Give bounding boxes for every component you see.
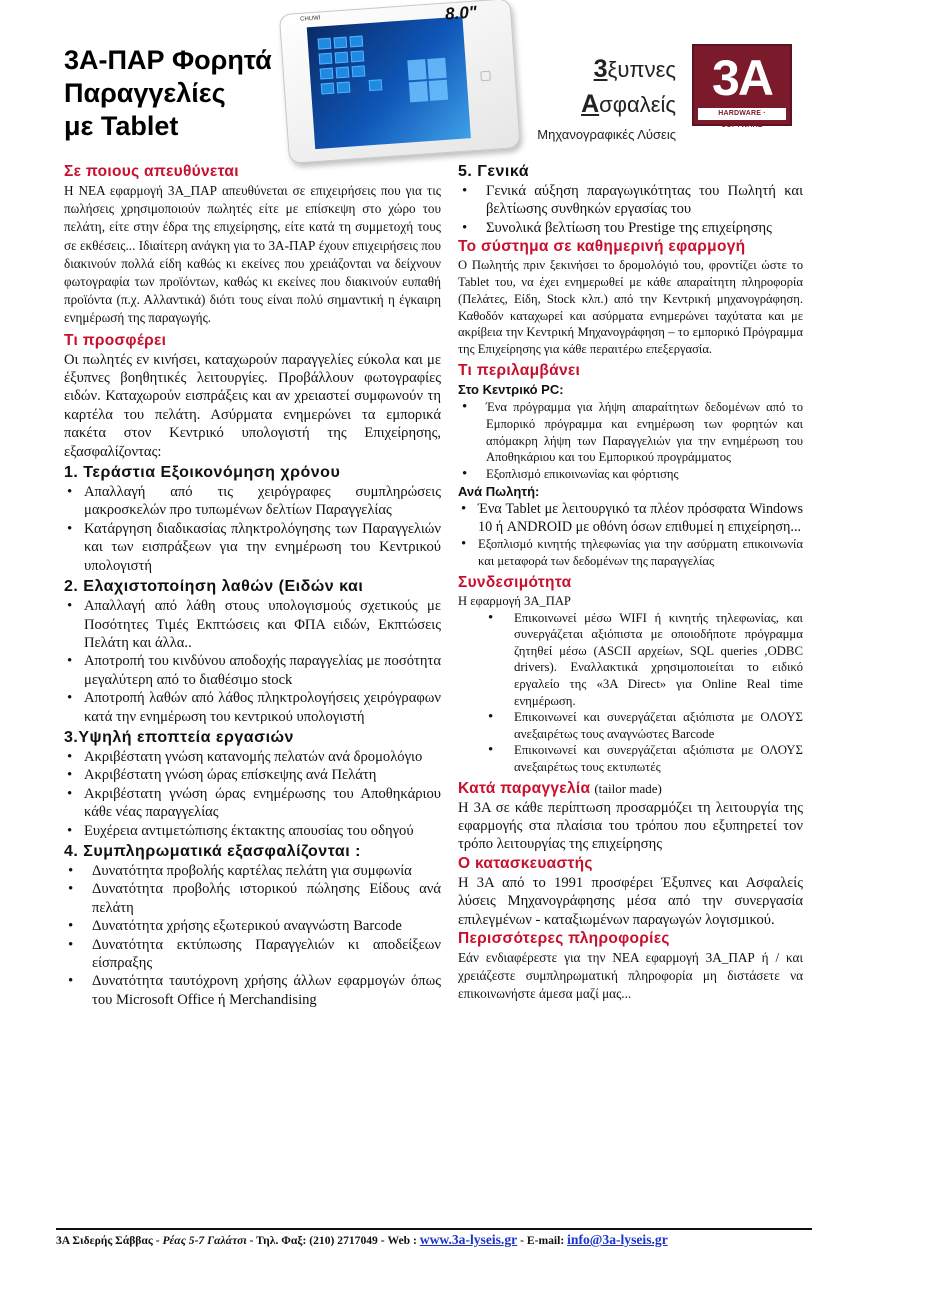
list-item: • Αποτροπή του κινδύνου αποδοχής παραγγελίας με ποσότητα μεγαλύτερη από το διαθέσιμο stock	[64, 652, 441, 689]
start-tile-icon	[319, 53, 333, 65]
tagline-line-2	[490, 87, 676, 122]
start-tile-icon	[351, 50, 365, 62]
start-tile-icon	[349, 35, 363, 47]
start-tile-icon	[335, 52, 349, 64]
tablet-image	[279, 0, 521, 172]
tablet-size-label: 8.0"	[444, 2, 478, 24]
error-reduction-list	[64, 597, 441, 726]
daily-use-text: Ο Πωλητής πριν ξεκινήσει το δρομολόγιό του, φροντίζει ώστε το Tablet του, να έχει ενημερωθεί με κάθε απαραίτητη πληροφορία (Πελάτες, Είδη, Stock κλπ.) από την Κεντρική μηχανογράφηση. Καθοδόν καταχωρεί και ασύρματα ενημερώνει ταχύτατα και με ακρίβεια την Κεντρική Μηχανογράφηση – το εμπορικό Πρόγραμμα της Επιχείρησης για κάθε περαιτέρω επεξεργασία.	[458, 258, 803, 357]
connectivity-intro: Η εφαρμογή 3Α_ΠΑΡ	[458, 593, 571, 608]
list-item: • Δυνατότητα ταυτόχρονη χρήσης άλλων εφαρμογών όπως του Microsoft Office ή Merchandising	[64, 972, 441, 1009]
footer-email-label: E-mail:	[526, 1234, 565, 1247]
footer-phone-label: Τηλ. Φαξ:	[256, 1234, 307, 1247]
list-item: • Απαλλαγή από λάθη στους υπολογισμούς σχετικούς με Ποσότητες Τιμές Εκπτώσεις και ΦΠΑ ειδών, Εκπτώσεις Πελάτη και άλλα..	[64, 597, 441, 652]
page-title	[64, 44, 314, 143]
tablet-frame	[279, 0, 521, 164]
section-heading-includes: Τι περιλαμβάνει	[458, 362, 581, 379]
start-tile-icon	[318, 38, 332, 50]
list-item: • Δυνατότητα χρήσης εξωτερικού αναγνώστη Barcode	[64, 917, 441, 935]
per-seller-list	[458, 501, 803, 570]
maker-text: Η 3Α από το 1991 προσφέρει Έξυπνες και Ασφαλείς λύσεις Μηχανογράφησης μέσα από την συνεργασία επιλεγμένων - καταξιωμένων παραγωγών λογισμικού.	[458, 874, 803, 928]
logo-strip-text: HARDWARE · SOFTWARE	[698, 108, 786, 120]
time-savings-list	[64, 483, 441, 575]
list-item: • Δυνατότητα προβολής καρτέλας πελάτη για συμφωνία	[64, 862, 441, 880]
list-item: • Δυνατότητα εκτύπωσης Παραγγελιών κι αποδείξεων είσπραξης	[64, 936, 441, 973]
custom-text: Η 3Α σε κάθε περίπτωση προσαρμόζει τη λειτουργία της εφαρμογής στα πλαίσια του τρόπου που εξυπηρετεί τον τρόπο λειτουργίας της επιχείρησης	[458, 799, 803, 853]
supervision-list	[64, 748, 441, 840]
footer-divider	[56, 1228, 812, 1230]
list-item: • Εξοπλισμό επικοινωνίας και φόρτισης	[458, 466, 803, 483]
section-heading-daily-use: Το σύστημα σε καθημερινή εφαρμογή	[458, 238, 746, 256]
start-tile-icon	[321, 83, 335, 95]
section-heading-more-info: Περισσότερες πληροφορίες	[458, 929, 670, 947]
more-info-text: Εάν ενδιαφέρεστε για την ΝΕΑ εφαρμογή 3Α_ΠΑΡ ή / και χρειάζεστε συμπληρωματική πληροφορία μη διστάσετε να επικοινωνήστε άμεσα μαζί μας...	[458, 949, 803, 1002]
list-item: • Ένα πρόγραμμα για λήψη απαραίτητων δεδομένων από το Εμπορικό πρόγραμμα και ενημέρωση των φορητών και απόμακρη λήψη των Παραγγελιών για την ενημέρωση του Αποθηκάριου και του Εμπορικού προγράμματος	[458, 399, 803, 466]
page-title-line-1: 3Α-ΠΑΡ Φορητά	[64, 45, 272, 75]
company-logo	[692, 44, 792, 129]
tablet-brand-label: CHUWI	[299, 15, 321, 23]
list-item: • Γενικά αύξηση παραγωγικότητας του Πωλητή και βελτίωσης συνθηκών εργασίας του	[458, 182, 803, 219]
section-heading-maker: Ο κατασκευαστής	[458, 854, 593, 872]
list-item: • Επικοινωνεί και συνεργάζεται αξιόπιστα με ΟΛΟΥΣ ανεξαιρέτως τους εκτυπωτές	[458, 742, 803, 775]
start-tile-icon	[334, 37, 348, 49]
list-item: • Ακριβέστατη γνώση κατανομής πελατών ανά δρομολόγιο	[64, 748, 441, 766]
tagline	[490, 52, 676, 144]
section-heading-audience: Σε ποιους απευθύνεται	[64, 163, 239, 180]
list-item: • Ακριβέστατη γνώση ώρας επίσκεψης ανά Πελάτη	[64, 766, 441, 784]
footer: 3Α Σιδερής Σάββας - Ρέας 5-7 Γαλάτσι - Τηλ. Φαξ: (210) 2717049 - Web : www.3a-lyseis.gr - E-mail: info@3a-lyseis.gr	[56, 1232, 668, 1247]
email-link[interactable]: info@3a-lyseis.gr	[567, 1232, 668, 1247]
list-item: • Ευχέρεια αντιμετώπισης έκτακτης απουσίας του οδηγού	[64, 822, 441, 840]
section-heading-custom	[458, 779, 803, 799]
list-item: • Αποτροπή λαθών από λάθος πληκτρολογήσεις χειρόγραφων κατά την ενημέρωση του κεντρικού υπολογιστή	[64, 689, 441, 726]
website-link[interactable]: www.3a-lyseis.gr	[419, 1232, 518, 1247]
subheading-error-reduction: 2. Ελαχιστοποίηση λαθών (Ειδών και	[64, 578, 364, 596]
central-pc-list	[458, 399, 803, 483]
list-item: • Ακριβέστατη γνώση ώρας ενημέρωσης του Αποθηκάριου κάθε νέας παραγγελίας	[64, 785, 441, 822]
start-tile-icon	[320, 68, 334, 80]
list-item: • Επικοινωνεί και συνεργάζεται αξιόπιστα με ΟΛΟΥΣ ανεξαιρέτως τους αναγνώστες Barcode	[458, 709, 803, 742]
tablet-screen	[307, 16, 471, 149]
tagline-rest-2: σφαλείς	[599, 92, 676, 117]
footer-address: Ρέας 5-7 Γαλάτσι	[162, 1234, 247, 1247]
start-tile-icon	[369, 79, 383, 91]
logo-text: 3A	[712, 50, 772, 106]
start-tile-icon	[336, 67, 350, 79]
list-item: • Συνολικά βελτίωση του Prestige της επιχείρησης	[458, 219, 803, 237]
section-heading-offers: Τι προσφέρει	[64, 331, 167, 349]
start-tile-icon	[352, 65, 366, 77]
page-title-line-3: με Tablet	[64, 111, 179, 141]
section-heading-connectivity: Συνδεσιμότητα	[458, 573, 572, 591]
windows-logo-icon	[407, 58, 450, 105]
page-title-line-2: Παραγγελίες	[64, 78, 226, 108]
subheading-general: 5. Γενικά	[458, 163, 530, 180]
custom-title-note: (tailor made)	[594, 780, 662, 796]
tagline-initial-1: 3	[593, 55, 608, 83]
footer-web-label: Web :	[387, 1234, 417, 1247]
left-column	[64, 162, 441, 1009]
tagline-line-3: Μηχανογραφικές Λύσεις	[537, 127, 676, 142]
list-item: • Κατάργηση διαδικασίας πληκτρολόγησης των Παραγγελιών και των εισπράξεων για την ενημέρωση του Κεντρικού υπολογιστή	[64, 520, 441, 575]
extras-list	[64, 862, 441, 1009]
subheading-supervision: 3.Υψηλή εποπτεία εργασιών	[64, 728, 294, 746]
footer-company: 3Α Σιδερής Σάββας	[56, 1234, 153, 1247]
per-seller-label: Ανά Πωλητή:	[458, 483, 540, 499]
tagline-line-1	[490, 52, 676, 87]
subheading-extras: 4. Συμπληρωματικά εξασφαλίζονται :	[64, 842, 361, 860]
list-item: • Ένα Tablet με λειτουργικό τα πλέον πρόσφατα Windows 10 ή ANDROID με οθόνη όσων επιθυμεί η επιχείρηση...	[458, 501, 803, 536]
central-pc-label: Στο Κεντρικό PC:	[458, 382, 564, 397]
offers-text: Οι πωλητές εν κινήσει, καταχωρούν παραγγελίες εύκολα και με έξυπνες βοηθητικές λειτουργίες. Προβάλλουν φωτογραφίες ειδών. Καταχωρούν εισπράξεις και αν χρειαστεί συμφωνούν τη καρτέλα του πελάτη. Ασύρματα ενημερώνει τα εμπορικά πακέτα στον Κεντρικό υπολογιστή της Επιχείρησης, εξασφαλίζοντας:	[64, 351, 441, 460]
list-item: • Επικοινωνεί μέσω WIFI ή κινητής τηλεφωνίας, και συνεργάζεται αξιόπιστα με οποιοδήποτε πρόγραμμα ζητηθεί μέσω (ASCII αρχείων, SQL queries ,ODBC drivers). Εναλλακτικά χρησιμοποιείται το ειδικό εργαλείο της «3A Direct» για Online Real time ενημέρωση.	[458, 610, 803, 710]
connectivity-list	[458, 610, 803, 776]
tagline-initial-2: Α	[581, 90, 600, 118]
list-item: • Εξοπλισμό κινητής τηλεφωνίας για την ασύρματη επικοινωνία και μεταφορά των δεδομένων της παραγγελίας	[458, 536, 803, 570]
general-list	[458, 182, 803, 237]
audience-text: Η ΝΕΑ εφαρμογή 3Α_ΠΑΡ απευθύνεται σε επιχειρήσεις που για τις πωλήσεις χρησιμοποιούν πωλητές είτε με επίσκεψη στο χώρο του πελάτη, είτε στην έδρα της επιχείρησης, είτε κατά τη συμμετοχή τους σε εκθέσεις... Ιδιαίτερη ανάγκη για το 3Α-ΠΑΡ έχουν επιχειρήσεις που διακινούν πολλά είδη καθώς κι εκείνες που χρειάζονται να δείχνουν φωτογραφία των προϊόντων, καθώς κι εκείνες που διακινούν ευπαθή προϊόντα (π.χ. Αλλαντικά) διότι τους είναι πολύ σημαντική η έγκαιρη ενημέρωσή της παραγωγής.	[64, 183, 441, 326]
footer-phone: (210) 2717049	[309, 1234, 378, 1247]
custom-title: Κατά παραγγελία	[458, 779, 591, 797]
list-item: • Απαλλαγή από τις χειρόγραφες συμπληρώσεις μακροσκελών προ τυπωμένων δελτίων Παραγγελίας	[64, 483, 441, 520]
right-column	[458, 162, 803, 1004]
subheading-time-savings: 1. Τεράστια Εξοικονόμηση χρόνου	[64, 464, 341, 482]
tagline-rest-1: ξυπνες	[607, 57, 676, 82]
start-tile-icon	[337, 82, 351, 94]
list-item: • Δυνατότητα προβολής ιστορικού πώλησης Είδους ανά πελάτη	[64, 880, 441, 917]
